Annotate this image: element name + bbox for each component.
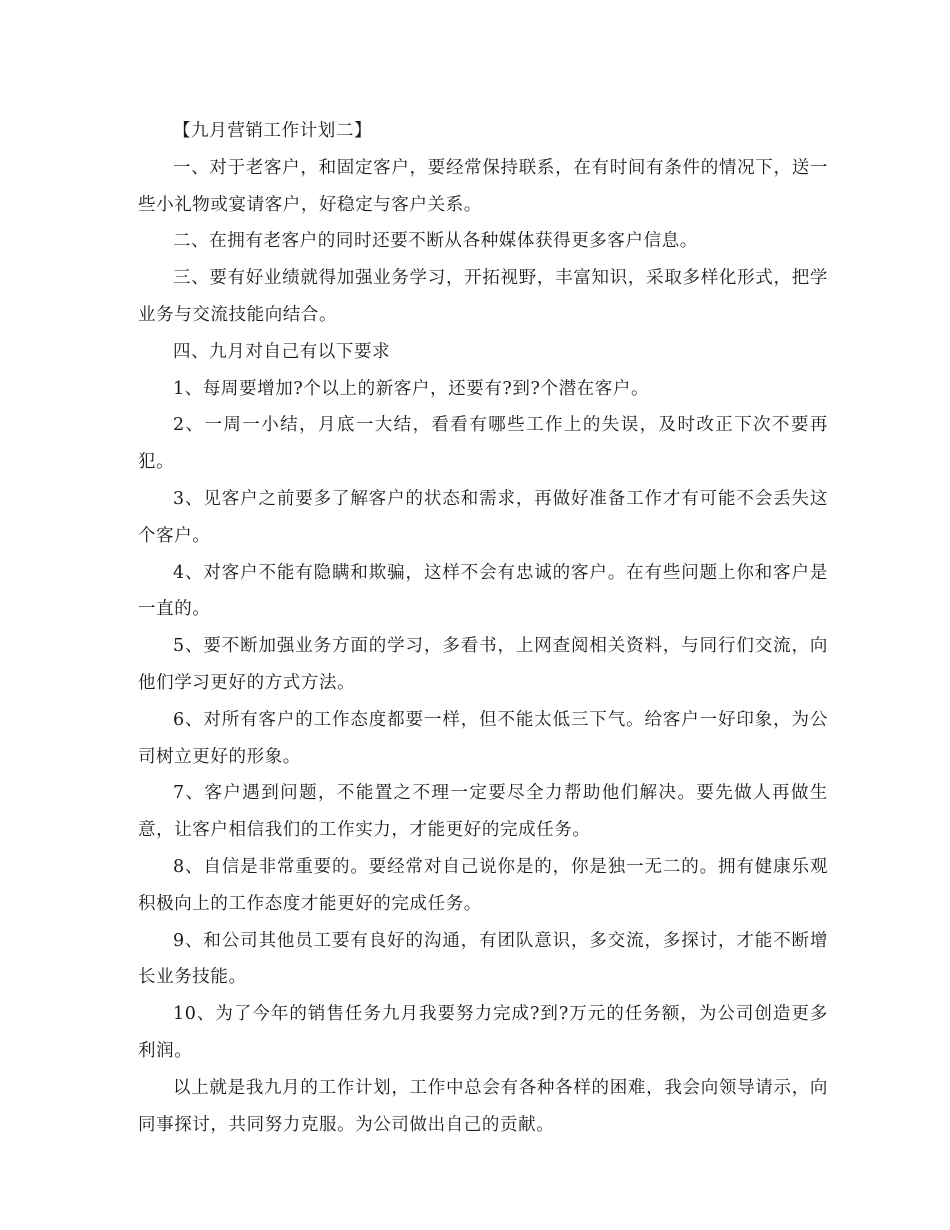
paragraph-12: 8、自信是非常重要的。要经常对自己说你是的，你是独一无二的。拥有健康乐观积极向上的工作态度才能更好的完成任务。 bbox=[138, 856, 828, 914]
paragraph-3: 三、要有好业绩就得加强业务学习，开拓视野，丰富知识，采取多样化形式，把学业务与交流技能向结合。 bbox=[138, 268, 828, 325]
paragraph-2: 二、在拥有老客户的同时还要不断从各种媒体获得更多客户信息。 bbox=[173, 231, 698, 252]
paragraph-8: 4、对客户不能有隐瞒和欺骗，这样不会有忠诚的客户。在有些问题上你和客户是一直的。 bbox=[138, 562, 828, 620]
paragraph-6: 2、一周一小结，月底一大结，看看有哪些工作上的失误，及时改正下次不要再犯。 bbox=[138, 415, 828, 473]
document-body bbox=[138, 113, 828, 1143]
paragraph-10: 6、对所有客户的工作态度都要一样，但不能太低三下气。给客户一好印象，为公司树立更好的形象。 bbox=[138, 709, 828, 767]
paragraph-15: 以上就是我九月的工作计划，工作中总会有各种各样的困难，我会向领导请示，向同事探讨，共同努力克服。为公司做出自己的贡献。 bbox=[138, 1077, 828, 1135]
paragraph-1: 一、对于老客户，和固定客户，要经常保持联系，在有时间有条件的情况下，送一些小礼物或宴请客户，好稳定与客户关系。 bbox=[138, 157, 828, 215]
paragraph-14: 10、为了今年的销售任务九月我要努力完成?到?万元的任务额，为公司创造更多利润。 bbox=[138, 1004, 828, 1061]
paragraph-9: 5、要不断加强业务方面的学习，多看书，上网查阅相关资料，与同行们交流，向他们学习更好的方式方法。 bbox=[138, 636, 828, 693]
paragraph-11: 7、客户遇到问题，不能置之不理一定要尽全力帮助他们解决。要先做人再做生意，让客户相信我们的工作实力，才能更好的完成任务。 bbox=[138, 783, 828, 841]
paragraph-4: 四、九月对自己有以下要求 bbox=[173, 341, 391, 362]
paragraph-5: 1、每周要增加?个以上的新客户，还要有?到?个潜在客户。 bbox=[173, 378, 650, 399]
document-heading: 【九月营销工作计划二】 bbox=[173, 121, 373, 141]
paragraph-13: 9、和公司其他员工要有良好的沟通，有团队意识，多交流，多探讨，才能不断增长业务技能。 bbox=[138, 930, 828, 988]
paragraph-7: 3、见客户之前要多了解客户的状态和需求，再做好准备工作才有可能不会丢失这个客户。 bbox=[138, 488, 828, 546]
